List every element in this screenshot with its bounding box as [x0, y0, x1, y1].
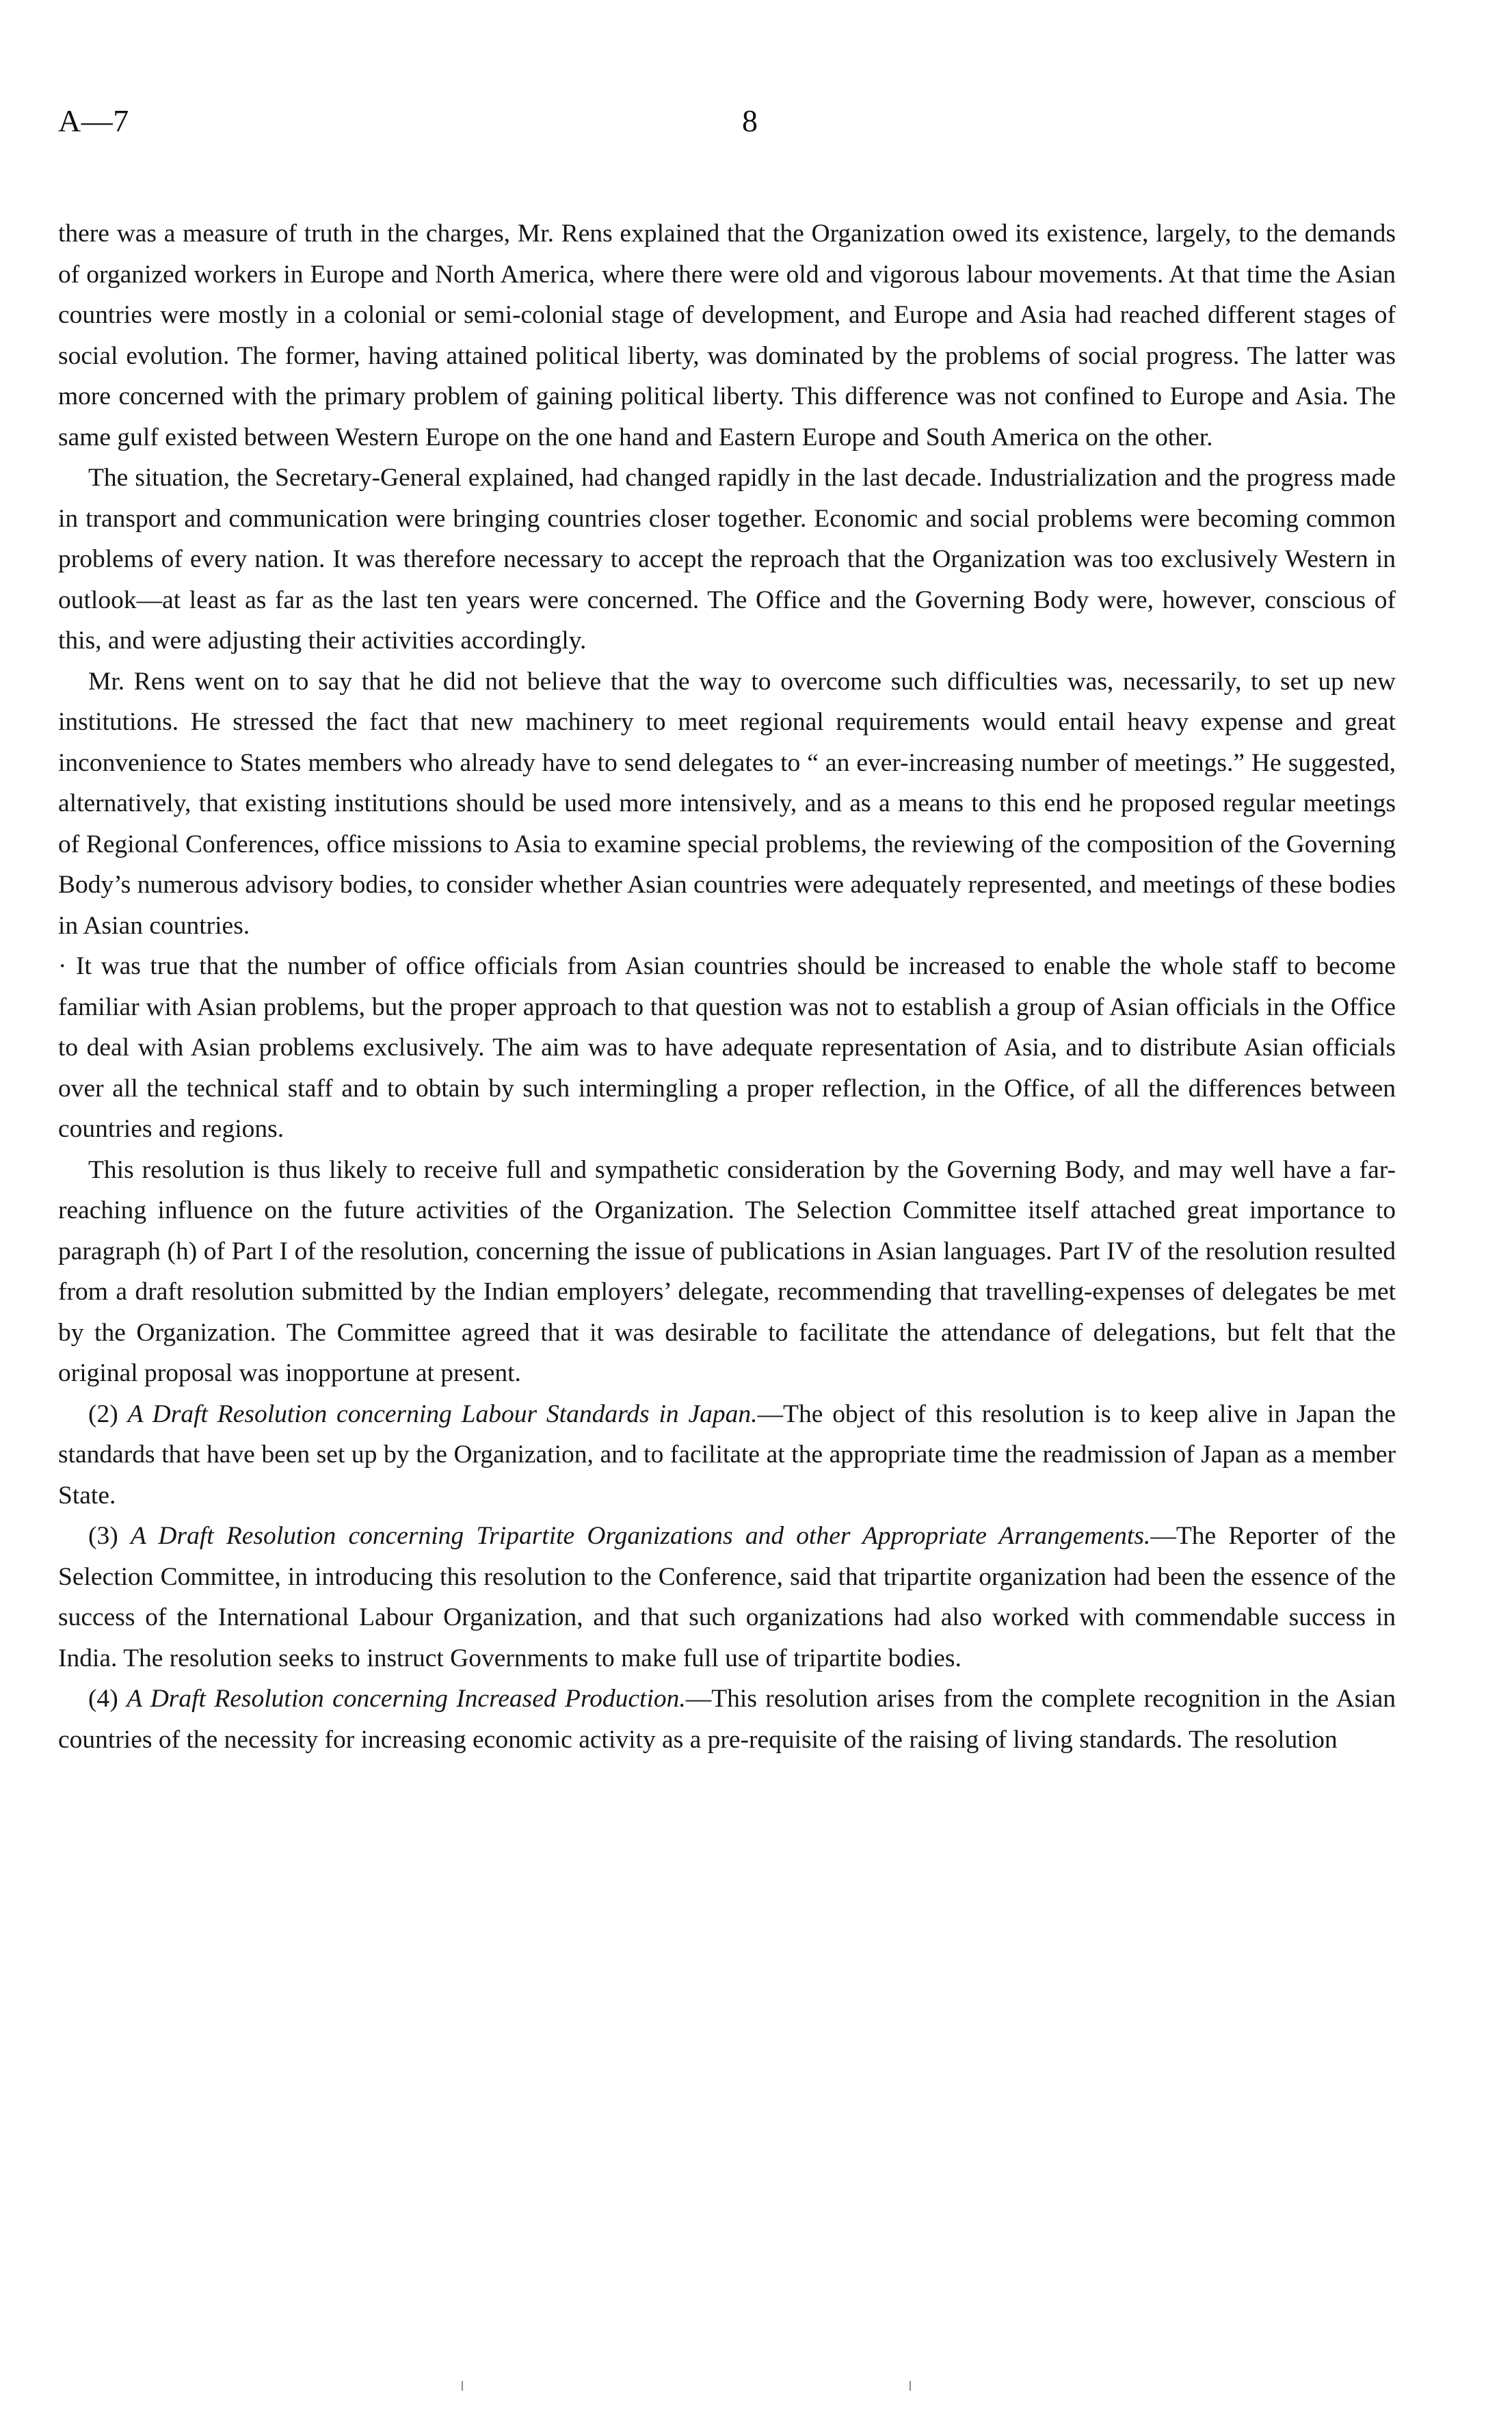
- paragraph-1: there was a measure of truth in the charges, Mr. Rens explained that the Organization owed its existence, largely, to the demands of organized workers in Europe and North America, where there were old and vigorous labour movements. At that time the Asian countries were mostly in a colonial or semi-colonial stage of development, and Europe and Asia had reached different stages of social evolution. The former, having attained political liberty, was dominated by the problems of social progress. The latter was more concerned with the primary problem of gaining political liberty. This difference was not confined to Europe and Asia. The same gulf existed between Western Europe on the one hand and Eastern Europe and South America on the other.: [58, 220, 1396, 451]
- paragraph-7-text: —The Reporter of the Selection Committee, in introducing this resolution to the Conference, said that tripartite organization had been the essence of the success of the International Labour Organization, and that such organizations had also worked with commendable success in India. The resolution seeks to instruct Governments to make full use of tripartite bodies.: [58, 1522, 1396, 1672]
- page-number: 8: [742, 103, 758, 138]
- paragraph-8-text: —This resolution arises from the complete recognition in the Asian countries of the necessity for increasing economic activity as a pre-requisite of the raising of living standards. The resolution: [58, 1685, 1396, 1754]
- paragraph-6-text: —The object of this resolution is to keep alive in Japan the standards that have been set up by the Organization, and to facilitate at the appropriate time the readmission of Japan as a member State.: [58, 1399, 1396, 1510]
- body-text: [58, 213, 1396, 1760]
- paragraph-3: Mr. Rens went on to say that he did not believe that the way to overcome such difficulties was, necessarily, to set up new institutions. He stressed the fact that new machinery to meet regional requirements would entail heavy expense and great inconvenience to States members who already have to send delegates to “ an ever-increasing number of meetings.” He suggested, alternatively, that existing institutions should be used more intensively, and as a means to this end he proposed regular meetings of Regional Conferences, office missions to Asia to examine special problems, the reviewing of the composition of the Governing Body’s numerous advisory bodies, to consider whether Asian countries were adequately represented, and meetings of these bodies in Asian countries.: [58, 667, 1396, 940]
- paragraph-7-title: A Draft Resolution concerning Tripartite Organizations and other Appropriate Arrangements.: [130, 1522, 1151, 1550]
- footer-registration-marks: [0, 2377, 1512, 2391]
- paragraph-2: The situation, the Secretary-General explained, had changed rapidly in the last decade. Industrialization and the progress made in transport and communication were bringing countries closer together. Economic and social problems were becoming common problems of every nation. It was therefore necessary to accept the reproach that the Organization was too exclusively Western in outlook—at least as far as the last ten years were concerned. The Office and the Governing Body were, however, conscious of this, and were adjusting their activities accordingly.: [58, 464, 1396, 655]
- paragraph-6-title: A Draft Resolution concerning Labour Standards in Japan.: [127, 1399, 758, 1428]
- paragraph-8-title: A Draft Resolution concerning Increased Production.: [127, 1685, 686, 1713]
- paragraph-4: · It was true that the number of office officials from Asian countries should be increased to enable the whole staff to become familiar with Asian problems, but the proper approach to that question was not to establish a group of Asian officials in the Office to deal with Asian problems exclusively. The aim was to have adequate representation of Asia, and to distribute Asian officials over all the technical staff and to obtain by such intermingling a proper reflection, in the Office, of all the differences between countries and regions.: [58, 952, 1396, 1143]
- paragraph-7: [58, 1516, 1396, 1679]
- registration-tick-left: [462, 2381, 463, 2391]
- paragraph-5: This resolution is thus likely to receive full and sympathetic consideration by the Governing Body, and may well have a far-reaching influence on the future activities of the Organization. The Selection Committee itself attached great importance to paragraph (h) of Part I of the resolution, concerning the issue of publications in Asian languages. Part IV of the resolution resulted from a draft resolution submitted by the Indian employers’ delegate, recommending that travelling-expenses of delegates be met by the Organization. The Committee agreed that it was desirable to facilitate the attendance of delegations, but felt that the original proposal was inopportune at present.: [58, 1155, 1396, 1387]
- paragraph-8-number: (4): [88, 1685, 118, 1713]
- document-id: A—7: [58, 103, 129, 138]
- registration-tick-right: [910, 2381, 911, 2391]
- page-header: [58, 103, 1396, 178]
- paragraph-6-number: (2): [88, 1399, 118, 1428]
- paragraph-7-number: (3): [88, 1522, 118, 1550]
- paragraph-8: [58, 1679, 1396, 1760]
- paragraph-6: [58, 1394, 1396, 1516]
